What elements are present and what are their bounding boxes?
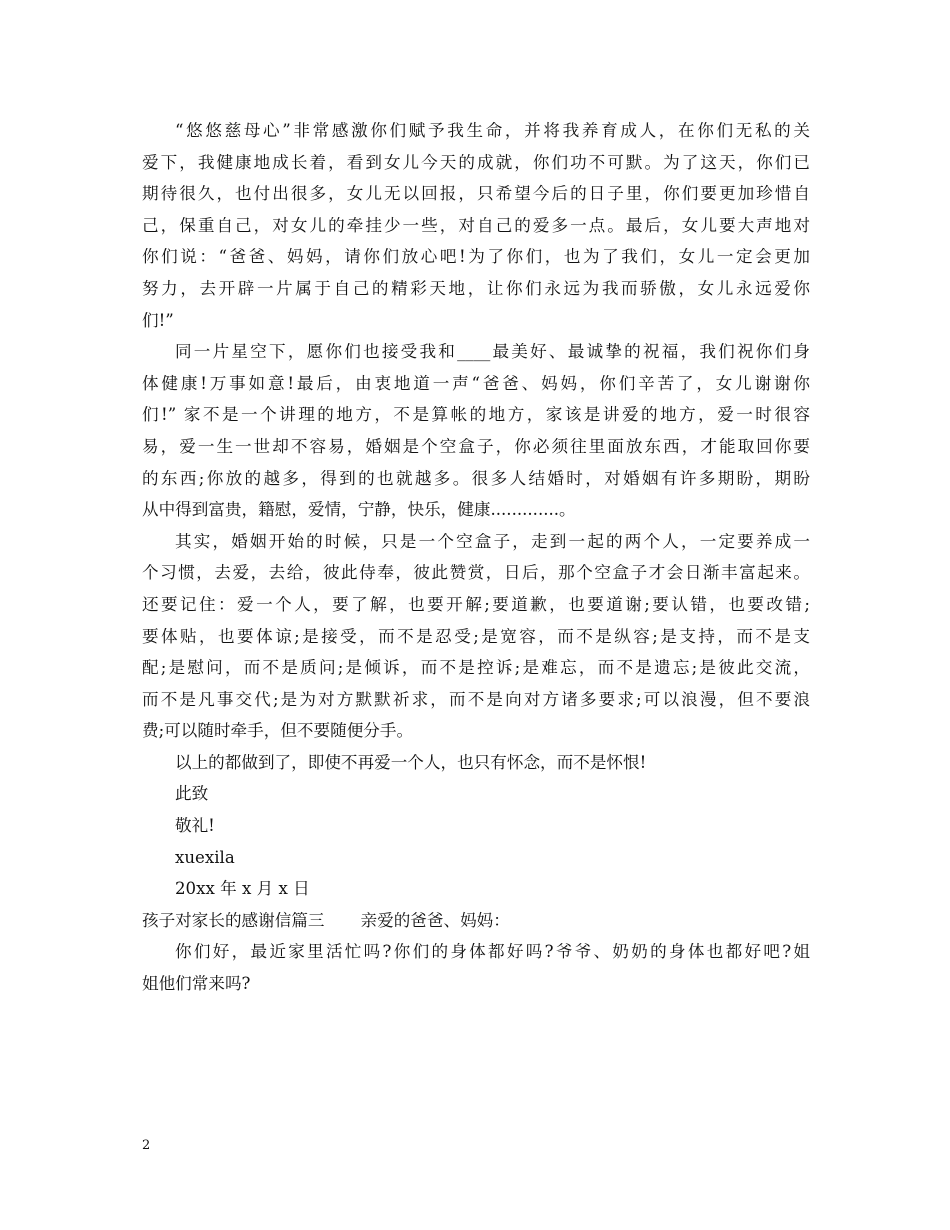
text-line: 其实，婚姻开始的时候，只是一个空盒子，走到一起的两个人，一定要养成一 [175, 531, 810, 551]
signature-line: xuexila [175, 847, 235, 867]
text-line: 姐他们常来吗? [142, 974, 251, 994]
text-line: 以上的都做到了，即使不再爱一个人，也只有怀念，而不是怀恨! [175, 752, 647, 772]
text-line: 还要记住：爱一个人，要了解，也要开解;要道歉，也要道谢;要认错，也要改错; [142, 594, 810, 614]
text-line: 体健康!万事如意!最后，由衷地道一声“爸爸、妈妈，你们辛苦了，女儿谢谢你 [142, 373, 810, 393]
text-line: 己，保重自己，对女儿的牵挂少一些，对自己的爱多一点。最后，女儿要大声地对 [142, 215, 810, 235]
text-line: 而不是凡事交代;是为对方默默祈求，而不是向对方诸多要求;可以浪漫，但不要浪 [142, 689, 810, 709]
text-line: 易，爱一生一世却不容易，婚姻是个空盒子，你必须往里面放东西，才能取回你要 [142, 436, 810, 456]
text-line: 同一片星空下，愿你们也接受我和____最美好、最诚挚的祝福，我们祝你们身 [175, 342, 810, 362]
letter-greeting: 亲爱的爸爸、妈妈： [360, 910, 510, 930]
salutation-line: 敬礼! [175, 816, 215, 836]
text-line: 期待很久，也付出很多，女儿无以回报，只希望今后的日子里，你们要更加珍惜自 [142, 184, 810, 204]
text-line: 你们好，最近家里活忙吗?你们的身体都好吗?爷爷、奶奶的身体也都好吧?姐 [175, 942, 810, 962]
text-line: 要体贴，也要体谅;是接受，而不是忍受;是宽容，而不是纵容;是支持，而不是支 [142, 626, 810, 646]
page-number: 2 [142, 1138, 151, 1153]
section-title: 孩子对家长的感谢信篇三 [142, 910, 325, 930]
text-line: 爱下，我健康地成长着，看到女儿今天的成就，你们功不可默。为了这天，你们已 [142, 152, 810, 172]
text-line: 从中得到富贵，籍慰，爱情，宁静，快乐，健康.............。 [142, 500, 576, 520]
text-line: 们!” 家不是一个讲理的地方，不是算帐的地方，家该是讲爱的地方，爱一时很容 [142, 405, 810, 425]
text-line: 的东西;你放的越多，得到的也就越多。很多人结婚时，对婚姻有许多期盼，期盼 [142, 468, 810, 488]
date-line: 20xx 年 x 月 x 日 [175, 879, 310, 899]
text-line: 个习惯，去爱，去给，彼此侍奉，彼此赞赏，日后，那个空盒子才会日渐丰富起来。 [142, 563, 810, 583]
letter-body [142, 115, 810, 1000]
text-line: 努力，去开辟一片属于自己的精彩天地，让你们永远为我而骄傲，女儿永远爱你 [142, 278, 810, 298]
section-heading-line [142, 905, 810, 937]
text-line: 你们说：“爸爸、妈妈，请你们放心吧!为了你们，也为了我们，女儿一定会更加 [142, 247, 810, 267]
text-line: 们!” [142, 310, 174, 330]
closing-line: 此致 [175, 784, 209, 804]
text-line: 配;是慰问，而不是质问;是倾诉，而不是控诉;是难忘，而不是遗忘;是彼此交流， [142, 658, 810, 678]
text-line: 费;可以随时牵手，但不要随便分手。 [142, 721, 414, 741]
text-line: “悠悠慈母心”非常感激你们赋予我生命，并将我养育成人，在你们无私的关 [175, 121, 810, 140]
